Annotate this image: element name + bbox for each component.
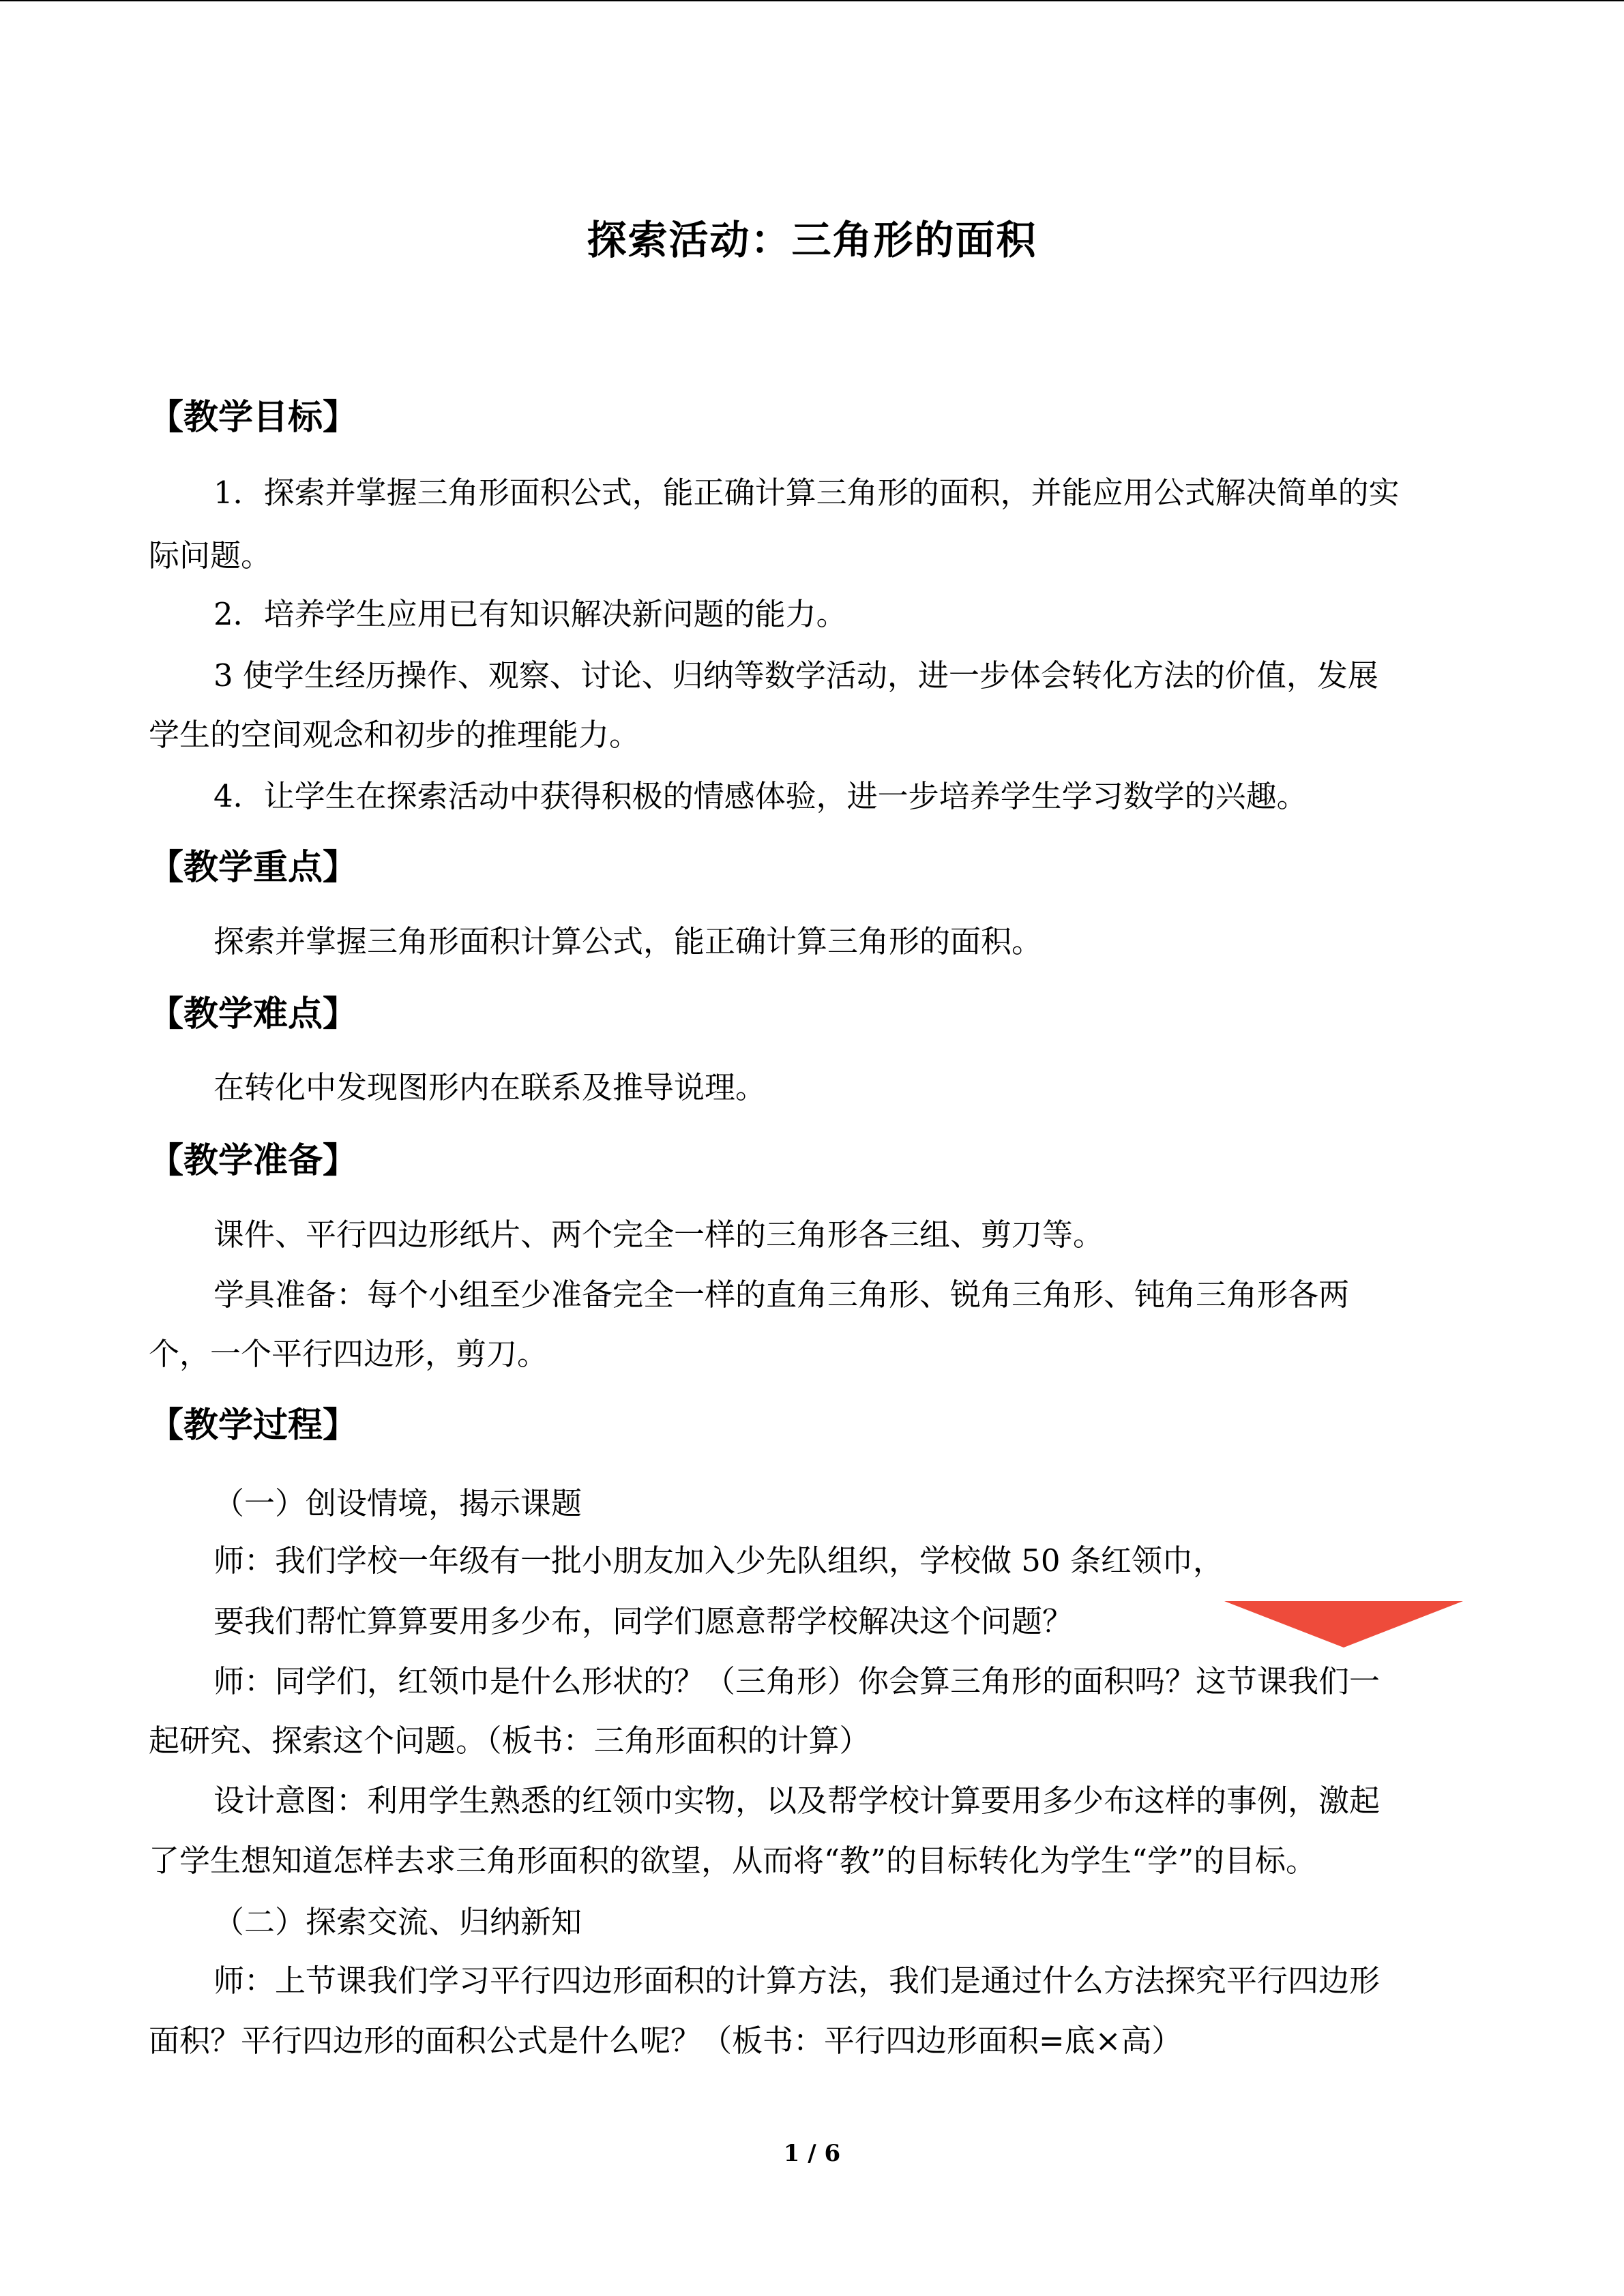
page-number: 1 / 6 [783,2140,841,2167]
process-line: 师：我们学校一年级有一批小朋友加入少先队组织，学校做 50 条红领巾， [213,1542,1224,1579]
prep-line: 个，一个平行四边形，剪刀。 [149,1336,548,1372]
process-line: 要我们帮忙算算要用多少布，同学们愿意帮学校解决这个问题？ [213,1603,1074,1639]
process-line: 了学生想知道怎样去求三角形面积的欲望，从而将“教”的目标转化为学生“学”的目标。 [149,1843,1317,1879]
prep-line: 学具准备：每个小组至少准备完全一样的直角三角形、锐角三角形、钝角三角形各两 [213,1277,1350,1313]
section-heading-difficult: 【教学难点】 [149,994,358,1034]
goals-line: 学生的空间观念和初步的推理能力。 [149,717,640,753]
process-line: （一）创设情境，揭示课题 [213,1485,582,1521]
section-heading-prep: 【教学准备】 [149,1141,358,1181]
page-top-border [0,0,1624,3]
section-heading-process: 【教学过程】 [149,1405,358,1446]
process-line: 面积？平行四边形的面积公式是什么呢？（板书：平行四边形面积=底×高） [149,2023,1183,2059]
process-line: 设计意图：利用学生熟悉的红领巾实物，以及帮学校计算要用多少布这样的事例，激起 [213,1783,1381,1819]
process-line: 师：上节课我们学习平行四边形面积的计算方法，我们是通过什么方法探究平行四边形 [213,1963,1381,1999]
prep-line: 课件、平行四边形纸片、两个完全一样的三角形各三组、剪刀等。 [213,1217,1104,1253]
goals-line: 1．探索并掌握三角形面积公式，能正确计算三角形的面积，并能应用公式解决简单的实 [213,475,1400,511]
red-scarf-triangle-icon [1224,1601,1463,1648]
process-line: （二）探索交流、归纳新知 [213,1904,582,1940]
difficult-line: 在转化中发现图形内在联系及推导说理。 [213,1069,767,1105]
key-line: 探索并掌握三角形面积计算公式，能正确计算三角形的面积。 [213,923,1043,959]
process-line: 师：同学们，红领巾是什么形状的？（三角形）你会算三角形的面积吗？这节课我们一 [213,1663,1381,1699]
goals-line: 4．让学生在探索活动中获得积极的情感体验，进一步培养学生学习数学的兴趣。 [213,778,1308,814]
section-heading-key: 【教学重点】 [149,848,358,888]
page-title: 探索活动：三角形的面积 [587,217,1037,263]
goals-line: 2．培养学生应用已有知识解决新问题的能力。 [213,596,847,632]
section-heading-goals: 【教学目标】 [149,398,358,438]
goals-line: 3 使学生经历操作、观察、讨论、归纳等数学活动，进一步体会转化方法的价值，发展 [213,657,1378,694]
process-line: 起研究、探索这个问题。（板书：三角形面积的计算） [149,1723,870,1759]
goals-line: 际问题。 [149,537,272,573]
